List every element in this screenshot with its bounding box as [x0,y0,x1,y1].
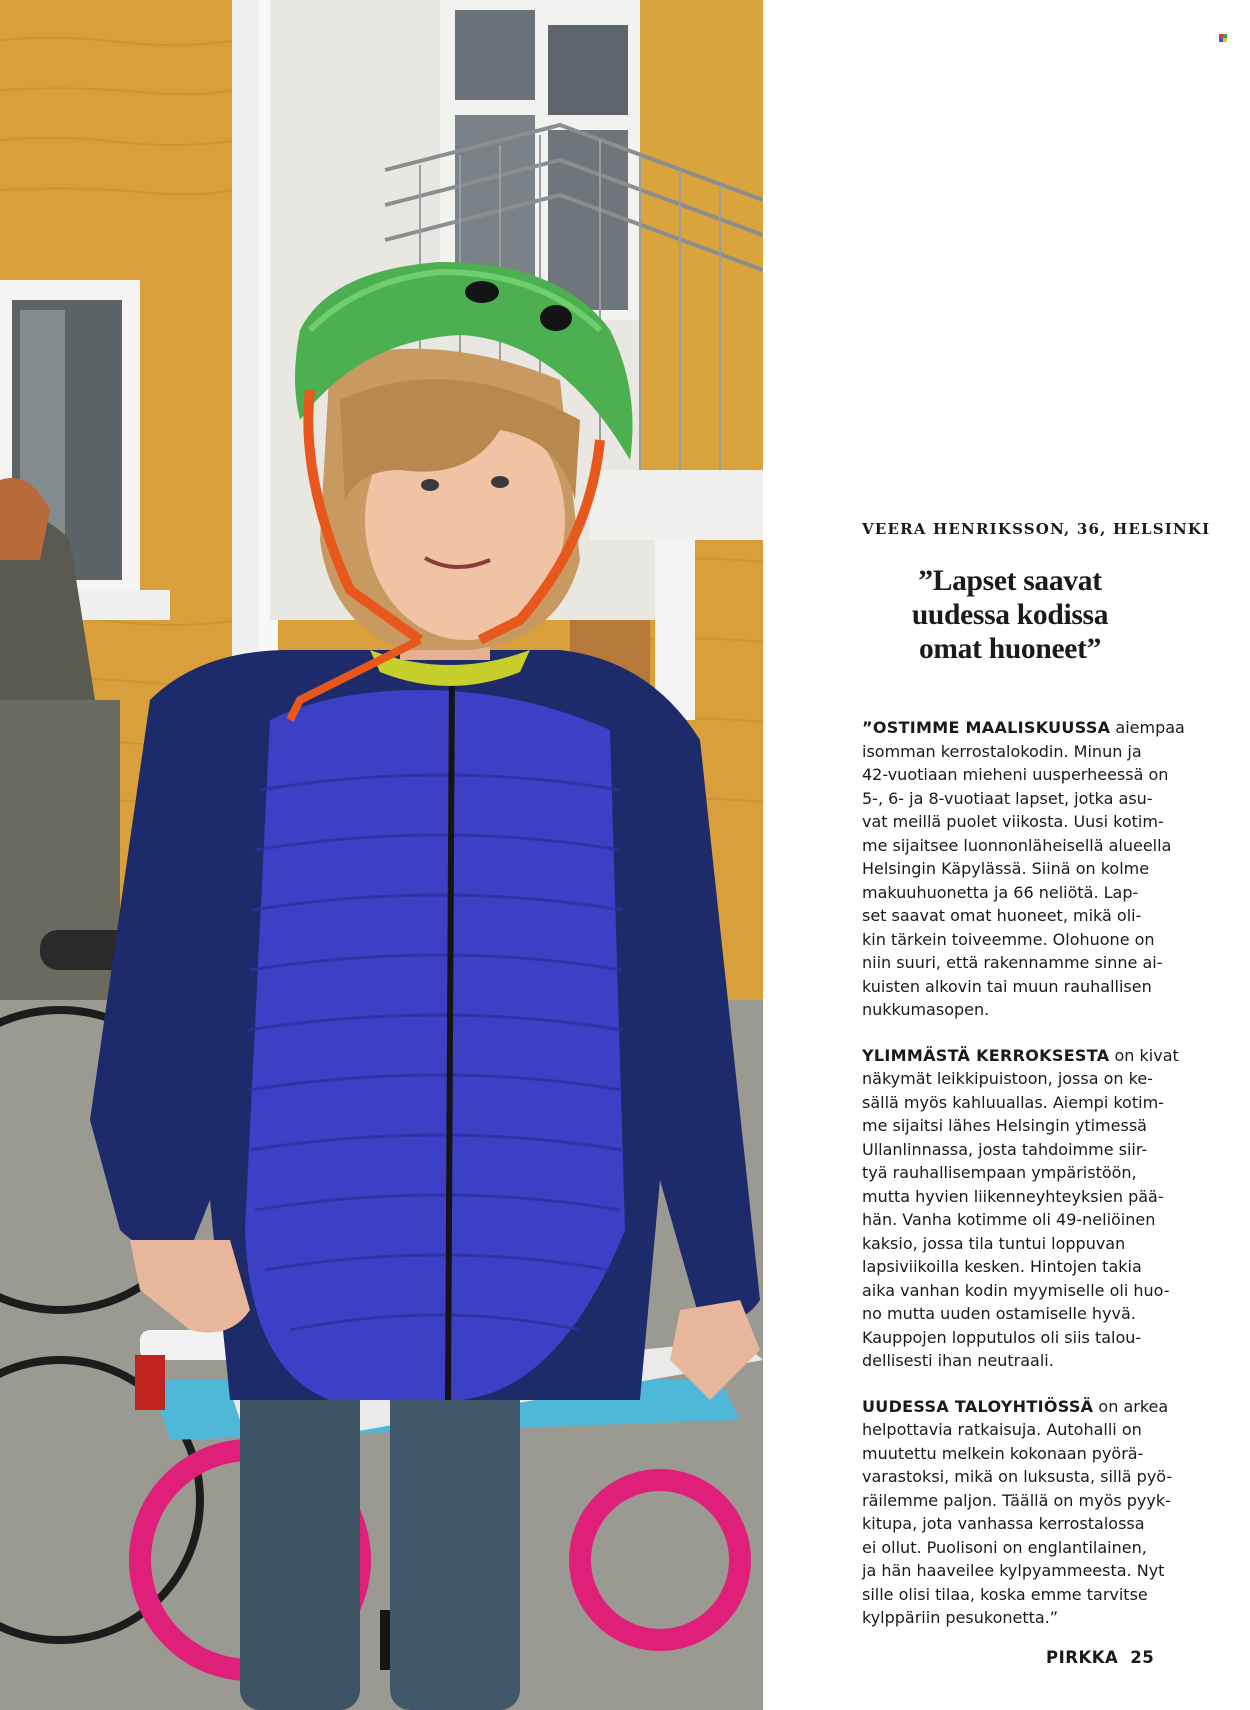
paragraph-first-line [862,716,1185,740]
paragraph-line: helpottavia ratkaisuja. Autohalli on [862,1420,1142,1439]
paragraph-line: varastoksi, mikä on luksusta, sillä pyö- [862,1467,1173,1486]
paragraph-line: kylppäriin pesukonetta.” [862,1608,1059,1627]
paragraph-line: me sijaitsi lähes Helsingin ytimessä [862,1116,1147,1135]
paragraph-line: kuisten alkovin tai muun rauhallisen [862,976,1152,996]
paragraph-line: niin suuri, että rakennamme sinne ai- [862,953,1163,972]
paragraph-line: Ullanlinnassa, josta tahdoimme siir- [862,1139,1148,1159]
paragraph-line: 5-, 6- ja 8-vuotiaat lapset, jotka asu- [862,788,1153,808]
article-body [862,716,1185,1630]
paragraph-lead-in: ”OSTIMME MAALISKUUSSA [862,718,1111,737]
paragraph-line: nukkumasopen. [862,1000,990,1019]
paragraph-lead-in: YLIMMÄSTÄ KERROKSESTA [862,1045,1110,1065]
paragraph-first-line-rest: on arkea [1093,1396,1169,1416]
paragraph-line: set saavat omat huoneet, mikä oli- [862,906,1142,925]
page-number: 25 [1130,1648,1155,1667]
paragraph-first-line-rest: aiempaa [1110,718,1185,737]
headline-line: ”Lapset saavat [918,565,1102,597]
paragraph-line: mutta hyvien liikenneyhteyksien pää- [862,1186,1164,1206]
paragraph-line: vat meillä puolet viikosta. Uusi kotim- [862,812,1164,831]
paragraph-line: no mutta uuden ostamiselle hyvä. [862,1304,1136,1323]
paragraph-line: ja hän haaveilee kylpyammeesta. Nyt [862,1561,1165,1580]
paragraph-line: räilemme paljon. Täällä on myös pyyk- [862,1490,1171,1510]
corner-color-mark-icon [1219,34,1227,42]
paragraph-line: muutettu melkein kokonaan pyörä- [862,1443,1144,1463]
paragraph-line: me sijaitsee luonnonläheisellä alueella [862,835,1172,855]
paragraph-line: makuuhuonetta ja 66 neliötä. Lap- [862,882,1139,902]
article-paragraph [862,1044,1179,1373]
byline: VEERA HENRIKSSON, 36, HELSINKI [862,520,1211,538]
page-footer [1046,1648,1154,1667]
article-paragraph [862,716,1185,1022]
article-text-column [862,520,1211,1652]
paragraph-line: sille olisi tilaa, koska emme tarvitse [862,1584,1148,1604]
paragraph-line: isomman kerrostalokodin. Minun ja [862,741,1142,761]
headline-line: uudessa kodissa [911,599,1109,631]
paragraph-line: tyä rauhallisempaan ympäristöön, [862,1163,1137,1182]
paragraph-line: aika vanhan kodin myymiselle oli huo- [862,1280,1170,1300]
paragraph-line: 42-vuotiaan mieheni uusperheessä on [862,765,1169,784]
paragraph-line: kaksio, jossa tila tuntui loppuvan [862,1233,1126,1253]
paragraph-line: sällä myös kahluuallas. Aiempi kotim- [862,1092,1164,1112]
paragraph-line: kin tärkein toiveemme. Olohuone on [862,929,1155,949]
paragraph-line: ei ollut. Puolisoni on englantilainen, [862,1537,1147,1557]
headline [862,564,1158,666]
paragraph-line: Kauppojen lopputulos oli siis talou- [862,1327,1142,1347]
paragraph-line: dellisesti ihan neutraali. [862,1351,1054,1370]
paragraph-line: kitupa, jota vanhassa kerrostalossa [862,1514,1145,1533]
paragraph-line: lapsiviikoilla kesken. Hintojen takia [862,1257,1142,1276]
paragraph-line: näkymät leikkipuistoon, jossa on ke- [862,1069,1153,1088]
paragraph-first-line-rest: on kivat [1109,1045,1179,1065]
paragraph-first-line [862,1395,1169,1419]
paragraph-lead-in: UUDESSA TALOYHTIÖSSÄ [862,1396,1094,1416]
magazine-name: PIRKKA [1046,1648,1119,1667]
paragraph-line: hän. Vanha kotimme oli 49-neliöinen [862,1210,1156,1229]
paragraph-line: Helsingin Käpylässä. Siinä on kolme [862,859,1150,878]
paragraph-first-line [862,1044,1179,1068]
article-paragraph [862,1395,1173,1630]
headline-line: omat huoneet” [918,633,1102,665]
